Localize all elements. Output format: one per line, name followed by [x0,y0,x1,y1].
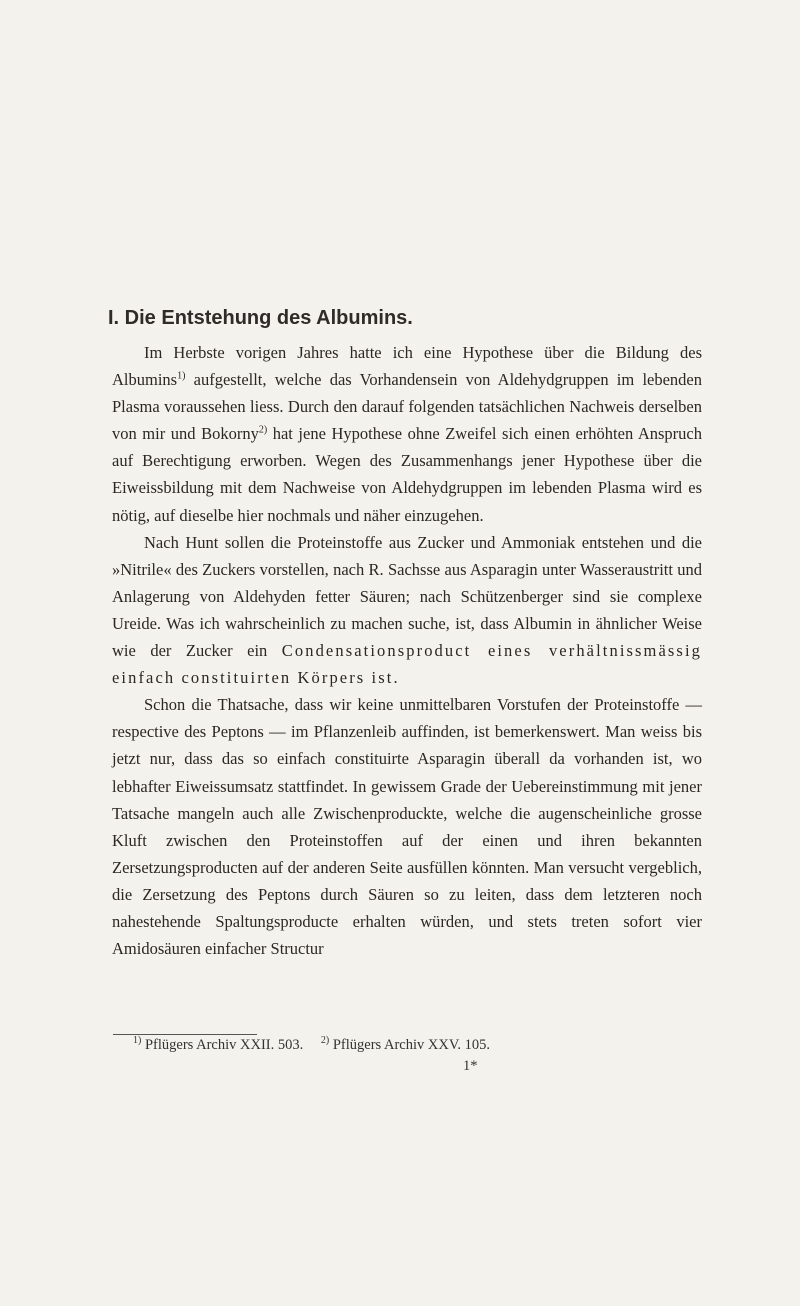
footnote-ref: 2) [258,424,268,436]
footnotes [133,1037,713,1054]
body-text [112,339,702,962]
chapter-heading: I. Die Entstehung des Albumins. [108,307,413,329]
text-run: hat jene Hypothese ohne Zweifel sich einen erhöhten Anspruch auf Berechtigung erworben. Wegen des Zusammenhangs jener Hypothese über die Eiweissbildung mit dem Nachweise von Aldehydgruppen im lebenden Plasma wird es nötig, auf dieselbe hier nochmals und näher einzugehen. [112,424,702,525]
text-run: Im Herbste vorigen Jahres hatte ich eine Hypothese über die Bildung des Albumins [112,343,702,390]
emphasized-text: Condensationsproduct eines verhältnissmässig einfach constituirten Körpers ist. [112,641,702,688]
paragraph [112,339,702,529]
text-run: Nach Hunt sollen die Proteinstoffe aus Zucker und Ammoniak entstehen und die »Nitrile« des Zuckers vorstellen, nach R. Sachsse aus Asparagin unter Wasseraustritt und Anlagerung von Aldehyden fetter Säuren; nach Schützenberger sind sie complexe Ureide. Was ich wahrscheinlich zu machen suche, ist, dass Albumin in ähnlicher Weise wie der Zucker ein [112,532,702,661]
footnote-ref: 1) [177,370,186,382]
paragraph: Schon die Thatsache, dass wir keine unmittelbaren Vorstufen der Proteinstoffe — respective des Peptons — im Pflanzenleib auffinden, ist bemerkenswert. Man weiss bis jetzt nur, dass das so einfach constituirte Asparagin überall da vorhanden ist, wo lebhafter Eiweissumsatz stattfindet. In gewissem Grade der Uebereinstimmung mit jener Tatsache mangeln auch alle Zwischenproduckte, welche die augenscheinliche grosse Kluft zwischen den Proteinstoffen auf der einen und ihren bekannten Zersetzungsproducten auf der anderen Seite ausfüllen könnten. Man versucht vergeblich, die Zersetzung des Peptons durch Säuren so zu leiten, dass dem letzteren noch nahestehende Spaltungsproducte erhalten würden, und stets treten sofort vier Amidosäuren einfacher Structur [112,695,702,959]
footnote-text: Pflügers Archiv XXV. 105. [332,1037,491,1053]
text-run: aufgestellt, welche das Vorhandensein von Aldehydgruppen im lebenden Plasma voraussehen liess. Durch den darauf folgenden tatsächlichen Nachweis derselben von mir und Bokorny [112,370,702,444]
footnote-text: Pflügers Archiv XXII. 503. [144,1037,304,1053]
paragraph [112,529,702,692]
footnote [133,1037,303,1053]
footnote-mark: 2) [320,1035,330,1047]
signature-mark: 1* [463,1058,478,1074]
footnote-mark: 1) [133,1035,142,1047]
footnote [321,1037,490,1053]
